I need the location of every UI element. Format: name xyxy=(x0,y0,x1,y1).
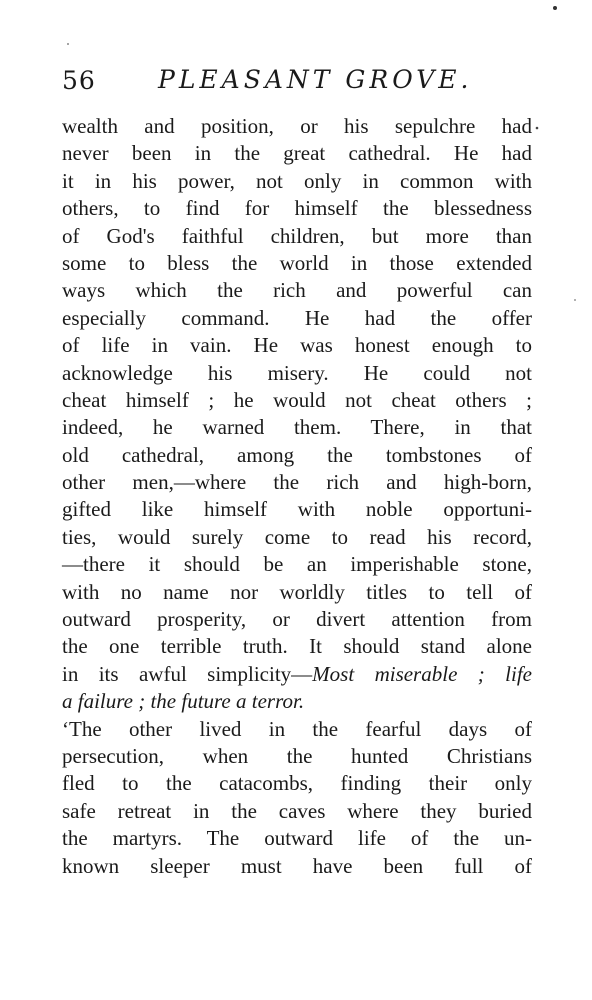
body-text xyxy=(62,113,532,880)
text-line: ways which the rich and powerful can xyxy=(62,278,532,303)
text-line: of God's faithful children, but more than xyxy=(62,223,532,248)
page-number: 56 xyxy=(62,66,96,95)
text-line: of life in vain. He was honest enough to xyxy=(62,333,532,358)
running-head: PLEASANT GROVE. xyxy=(158,65,473,94)
paragraph-start-line: ‘The other lived in the fearful days of xyxy=(62,716,532,741)
text-line: especially command. He had the offer xyxy=(62,305,532,330)
text-line: some to bless the world in those extended xyxy=(62,250,532,275)
text-line: fled to the catacombs, finding their only xyxy=(62,771,532,796)
text-line: ties, would surely come to read his record, xyxy=(62,524,532,549)
text-line: gifted like himself with noble opportuni- xyxy=(62,497,532,522)
text-line: cheat himself ; he would not cheat others ; xyxy=(62,387,532,412)
text-line: acknowledge his misery. He could not xyxy=(62,360,532,385)
text-line: persecution, when the hunted Christians xyxy=(62,743,532,768)
text-line: never been in the great cathedral. He had xyxy=(62,141,532,166)
text-line: with no name nor worldly titles to tell of xyxy=(62,579,532,604)
text-line: old cathedral, among the tombstones of xyxy=(62,442,532,467)
text-line-italic: a failure ; the future a terror. xyxy=(62,689,305,714)
text-line: it in his power, not only in common with xyxy=(62,168,532,193)
text-line-mixed xyxy=(62,661,532,688)
text-line: indeed, he warned them. There, in that xyxy=(62,415,532,440)
text-italic: Most miserable ; life xyxy=(312,661,532,686)
text-line: the martyrs. The outward life of the un- xyxy=(62,826,532,851)
text-line: known sleeper must have been full of xyxy=(62,853,532,878)
text-line: wealth and position, or his sepulchre had xyxy=(62,114,532,138)
text-line: safe retreat in the caves where they buried xyxy=(62,798,532,823)
text-line: the one terrible truth. It should stand alone xyxy=(62,634,532,659)
text-line: other men,—where the rich and high-born, xyxy=(62,470,532,495)
text-line: outward prosperity, or divert attention from xyxy=(62,607,532,632)
page-header xyxy=(62,66,532,106)
text-roman: in its awful simplicity— xyxy=(62,661,313,686)
text-line: others, to find for himself the blessedness xyxy=(62,196,532,221)
text-line: —there it should be an imperishable stone, xyxy=(62,552,532,577)
